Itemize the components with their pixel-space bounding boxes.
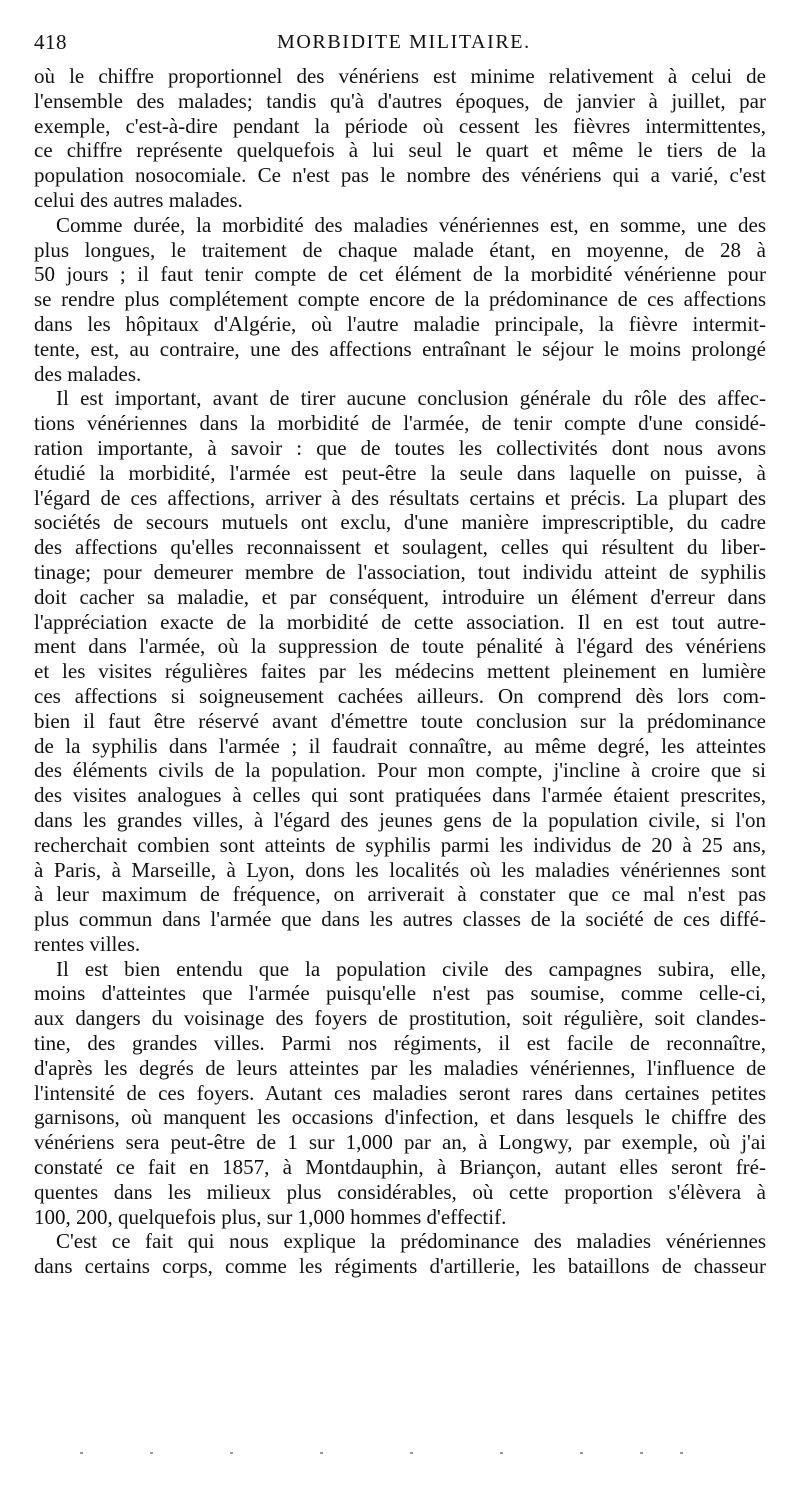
text-line: plus longues, le traitement de chaque malade étant, en moyenne, de 28 à — [34, 237, 766, 262]
text-line: des malades. — [34, 361, 142, 386]
paragraph-1 — [34, 64, 766, 213]
text-line: à Paris, à Marseille, à Lyon, dons les localités où les maladies vénériennes sont — [34, 857, 766, 882]
text-line: Comme durée, la morbidité des maladies vénériennes est, en somme, une des — [56, 212, 766, 237]
text-line: tions vénériennes dans la morbidité de l'armée, de tenir compte d'une considé- — [34, 411, 766, 436]
paragraph-5 — [34, 1229, 766, 1279]
text-line: Il est bien entendu que la population civile des campagnes subira, elle, — [56, 956, 766, 981]
page-header-title: MORBIDITE MILITAIRE. — [277, 31, 531, 53]
text-line: des affections qu'elles reconnaissent et soulagent, celles qui résultent du liber- — [34, 535, 766, 560]
paragraph-3 — [34, 386, 766, 956]
text-line: l'intensité de ces foyers. Autant ces maladies seront rares dans certaines petites — [34, 1080, 766, 1105]
text-line: ration importante, à savoir : que de toutes les collectivités dont nous avons — [34, 435, 766, 460]
text-line: constaté ce fait en 1857, à Montdauphin, à Briançon, autant elles seront fré- — [34, 1155, 766, 1180]
text-line: étudié la morbidité, l'armée est peut-être la seule dans laquelle on puisse, à — [34, 460, 766, 485]
text-line: celui des autres malades. — [34, 187, 243, 212]
text-line: bien il faut être réservé avant d'émettre toute conclusion sur la prédominance — [34, 708, 766, 733]
text-line: des éléments civils de la population. Pour mon compte, j'incline à croire que si — [34, 758, 766, 783]
paragraph-4 — [34, 957, 766, 1230]
text-line: l'égard de ces affections, arriver à des résultats certains et précis. La plupart des — [34, 485, 766, 510]
text-line: à leur maximum de fréquence, on arriverait à constater que ce mal n'est pas — [34, 882, 766, 907]
text-line: ment dans l'armée, où la suppression de toute pénalité à l'égard des vénériens — [34, 634, 766, 659]
text-line: d'après les degrés de leurs atteintes par les maladies vénériennes, l'influence de — [34, 1055, 766, 1080]
text-line: se rendre plus complétement compte encore de la prédominance de ces affections — [34, 287, 766, 312]
scan-bleed-through — [80, 1452, 720, 1458]
text-line: des visites analogues à celles qui sont pratiquées dans l'armée étaient prescrites, — [34, 783, 766, 808]
text-line: sociétés de secours mutuels ont exclu, d'une manière imprescriptible, du cadre — [34, 510, 766, 535]
text-line: vénériens sera peut-être de 1 sur 1,000 par an, à Longwy, par exemple, où j'ai — [34, 1130, 766, 1155]
text-line: dans les hôpitaux d'Algérie, où l'autre maladie principale, la fièvre intermit- — [34, 311, 766, 336]
text-line: l'appréciation exacte de la morbidité de cette association. Il en est tout autre- — [34, 609, 766, 634]
text-line: et les visites régulières faites par les médecins mettent pleinement en lumière — [34, 659, 766, 684]
text-line: tine, des grandes villes. Parmi nos régiments, il est facile de reconnaître, — [34, 1031, 766, 1056]
text-line: tinage; pour demeurer membre de l'association, tout individu atteint de syphilis — [34, 559, 766, 584]
text-line: Il est important, avant de tirer aucune conclusion générale du rôle des affec- — [56, 386, 766, 411]
text-line: moins d'atteintes que l'armée puisqu'elle n'est pas soumise, comme celle-ci, — [34, 981, 766, 1006]
text-line: garnisons, où manquent les occasions d'infection, et dans lesquels le chiffre des — [34, 1105, 766, 1130]
text-line: recherchait combien sont atteints de syphilis parmi les individus de 20 à 25 ans, — [34, 832, 766, 857]
text-line: aux dangers du voisinage des foyers de prostitution, soit régulière, soit clandes- — [34, 1006, 766, 1031]
text-line: plus commun dans l'armée que dans les autres classes de la société de ces diffé- — [34, 907, 766, 932]
running-head — [34, 30, 770, 56]
text-line: tente, est, au contraire, une des affections entraînant le séjour le moins prolongé — [34, 336, 766, 361]
page-number: 418 — [34, 30, 67, 54]
text-line: dans les grandes villes, à l'égard des jeunes gens de la population civile, si l'on — [34, 807, 766, 832]
text-line: doit cacher sa maladie, et par conséquent, introduire un élément d'erreur dans — [34, 584, 766, 609]
text-line: rentes villes. — [34, 931, 141, 956]
body-text — [34, 64, 766, 1279]
text-line: 100, 200, quelquefois plus, sur 1,000 hommes d'effectif. — [34, 1204, 507, 1229]
text-line: 50 jours ; il faut tenir compte de cet élément de la morbidité vénérienne pour — [34, 262, 766, 287]
paragraph-2 — [34, 213, 766, 387]
text-line: population nosocomiale. Ce n'est pas le nombre des vénériens qui a varié, c'est — [34, 163, 766, 188]
text-line: de la syphilis dans l'armée ; il faudrait connaître, au même degré, les atteintes — [34, 733, 766, 758]
text-line: C'est ce fait qui nous explique la prédominance des maladies vénériennes — [56, 1229, 766, 1254]
text-line: ces affections si soigneusement cachées ailleurs. On comprend dès lors com- — [34, 683, 766, 708]
text-line: exemple, c'est-à-dire pendant la période où cessent les fièvres intermittentes, — [34, 113, 766, 138]
text-line: ce chiffre représente quelquefois à lui seul le quart et même le tiers de la — [34, 138, 766, 163]
text-line: dans certains corps, comme les régiments d'artillerie, les bataillons de chasseur — [34, 1254, 766, 1279]
text-line: où le chiffre proportionnel des vénériens est minime relativement à celui de — [34, 64, 766, 88]
text-line: l'ensemble des malades; tandis qu'à d'autres époques, de janvier à juillet, par — [34, 88, 766, 113]
text-line: quentes dans les milieux plus considérables, où cette proportion s'élèvera à — [34, 1179, 766, 1204]
